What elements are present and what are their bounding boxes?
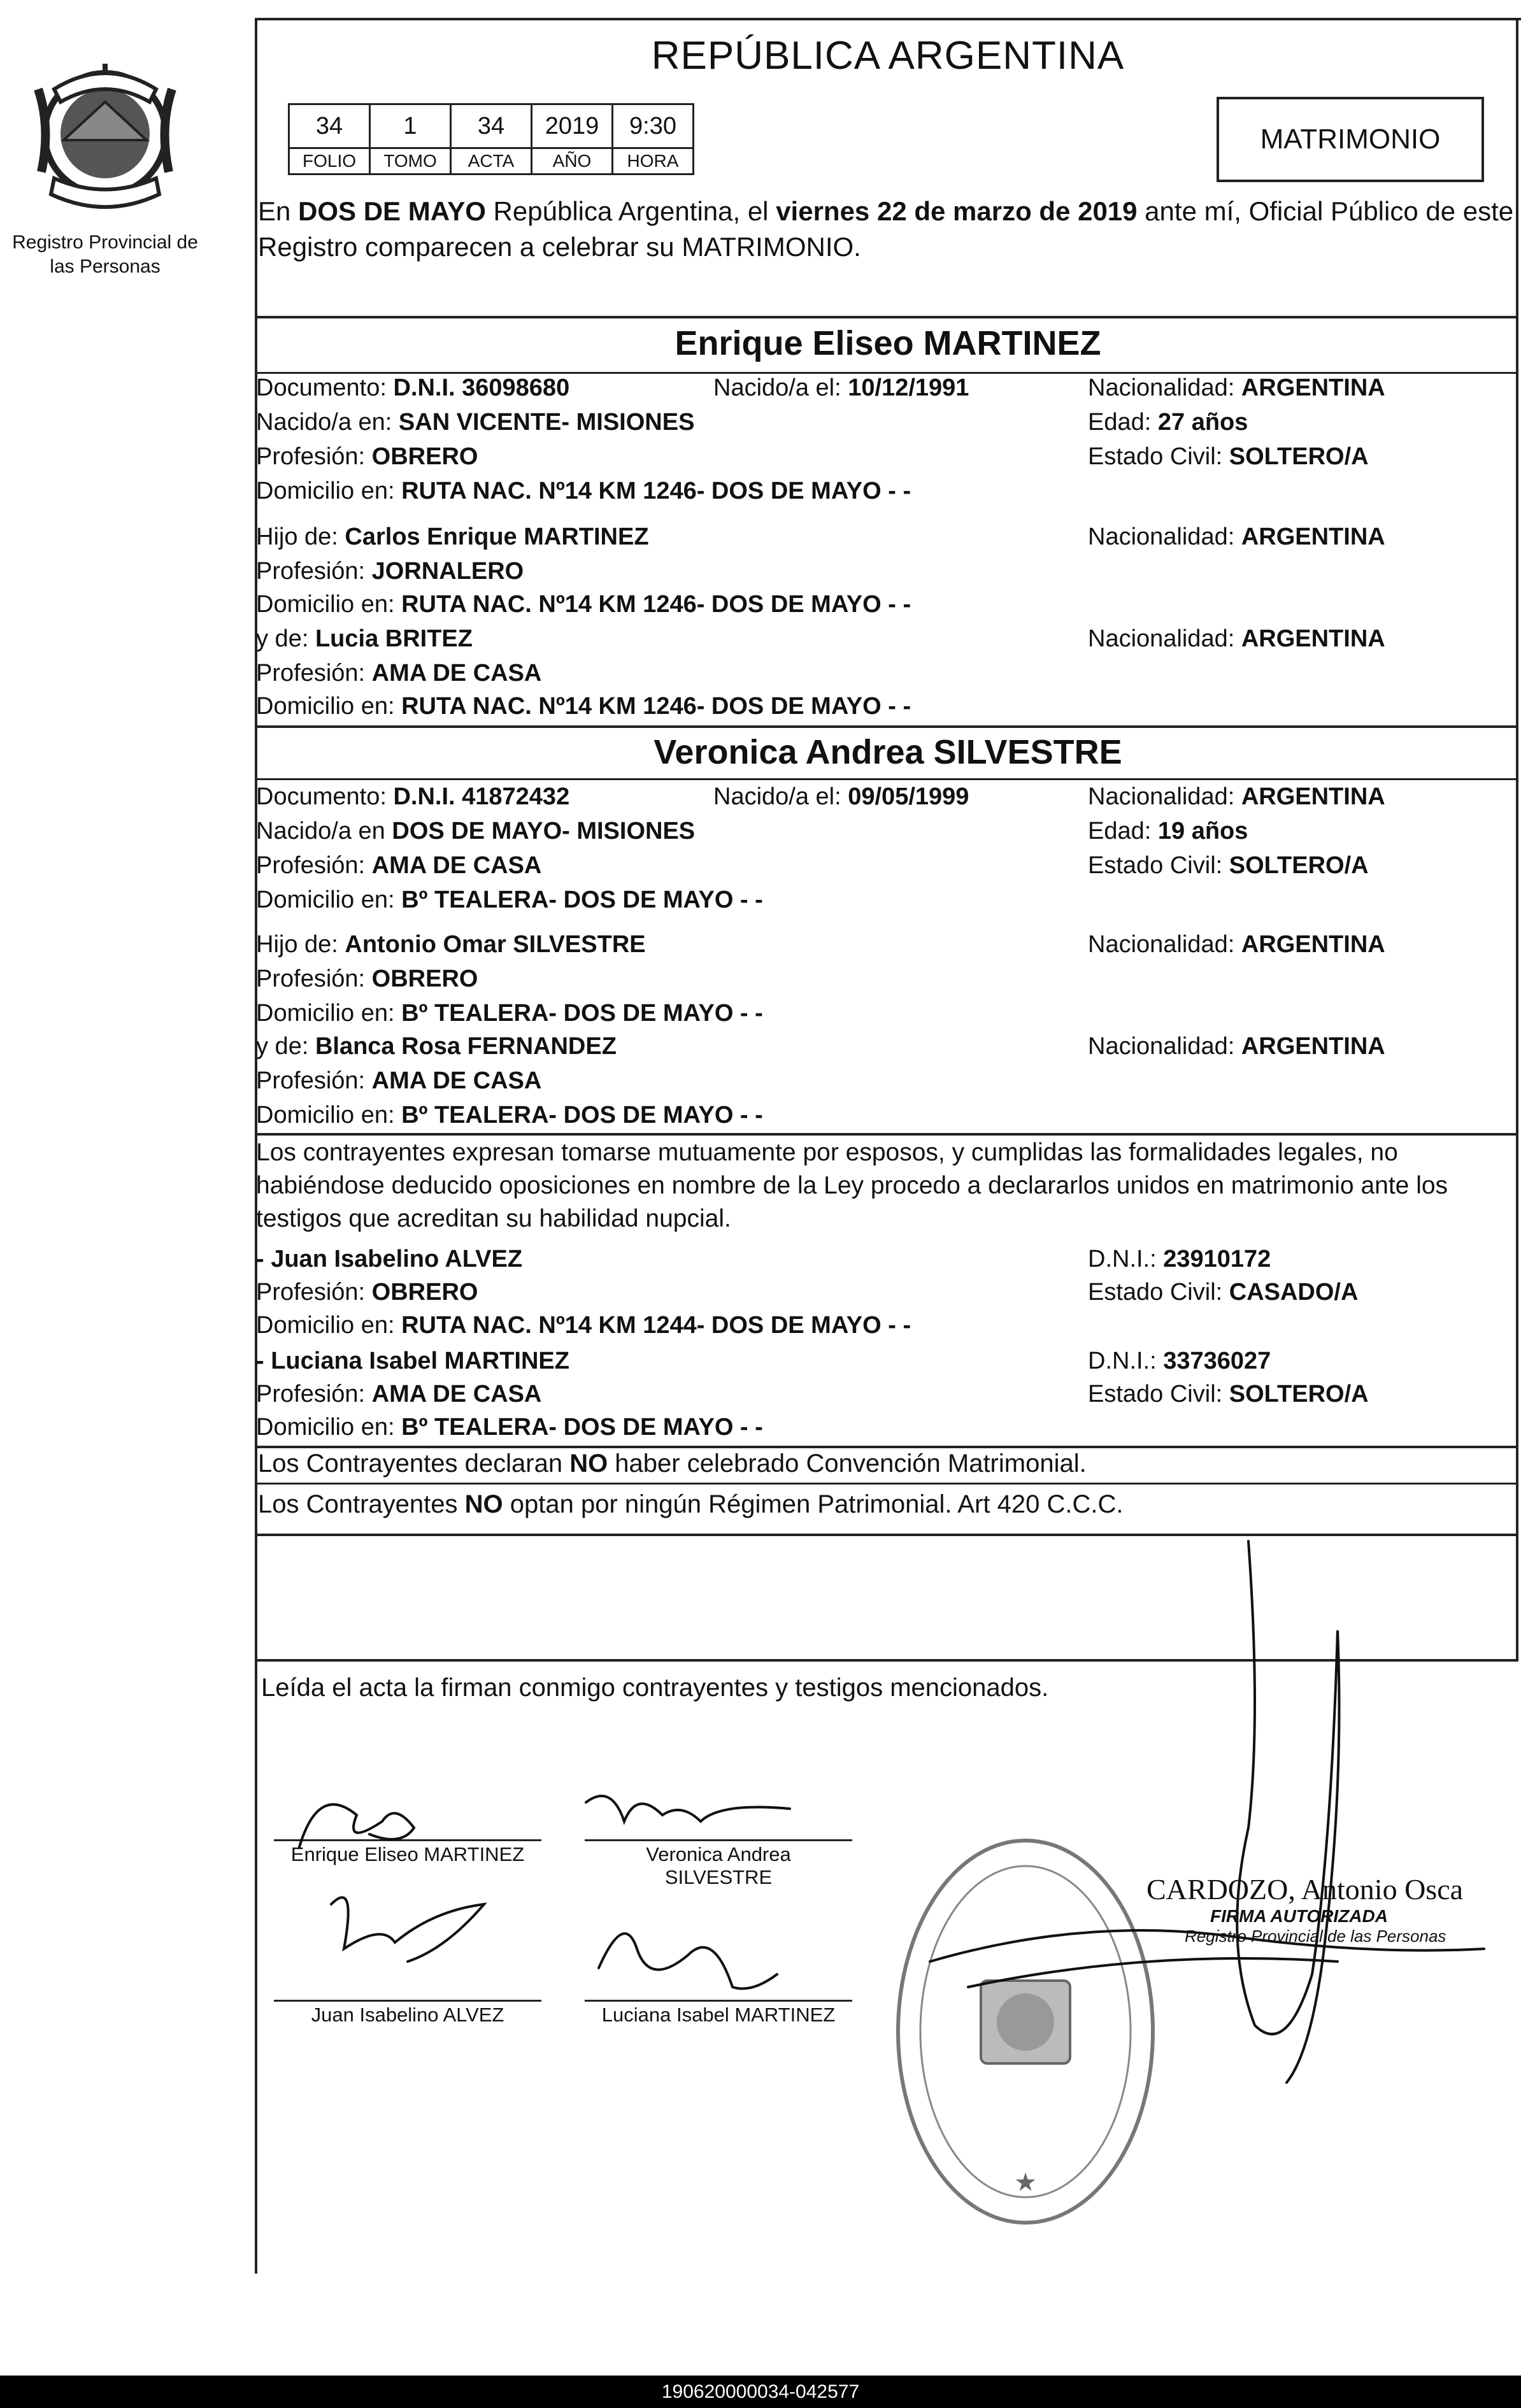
witness1-estado-civil: Estado Civil: CASADO/A (1088, 1279, 1359, 1306)
spouse1-father-profesion: Profesión: JORNALERO (256, 558, 524, 585)
divider (255, 1446, 1518, 1448)
spouse1-mother-name: y de: Lucia BRITEZ (256, 625, 473, 652)
marriage-declaration: Los contrayentes expresan tomarse mutuamente por esposos, y cumplidas las formalidades legales, no habiéndose deducido oposiciones en nombre de la Ley procedo a declararlos unidos en matrimonio ante los testigos que acreditan su habilidad nupcial. (256, 1139, 1448, 1232)
witness2-profesion: Profesión: AMA DE CASA (256, 1381, 542, 1407)
spouse2-father-name: Hijo de: Antonio Omar SILVESTRE (256, 931, 646, 958)
witness1-profesion: Profesión: OBRERO (256, 1279, 478, 1306)
spouse1-mother-profesion: Profesión: AMA DE CASA (256, 660, 542, 687)
act-type-box: MATRIMONIO (1217, 97, 1484, 182)
acta-label: ACTA (451, 148, 532, 175)
signer-witness2: Luciana Isabel MARTINEZ (601, 2004, 836, 2026)
spouse1-edad: Edad: 27 años (1088, 409, 1248, 436)
spouse2-mother-profesion: Profesión: AMA DE CASA (256, 1067, 542, 1094)
frame-right-border (1516, 18, 1518, 1661)
spouse2-nacido-el: Nacido/a el: 09/05/1999 (713, 783, 969, 810)
divider (255, 725, 1518, 728)
spouse2-father-nacionalidad: Nacionalidad: ARGENTINA (1088, 931, 1385, 958)
divider (255, 1133, 1518, 1136)
spouse1-documento: Documento: D.N.I. 36098680 (256, 374, 570, 401)
divider (255, 372, 1518, 374)
spouse2-edad: Edad: 19 años (1088, 818, 1248, 844)
signer-spouse2: Veronica Andrea SILVESTRE (646, 1843, 791, 1888)
spouse1-nacido-en: Nacido/a en: SAN VICENTE- MISIONES (256, 409, 695, 436)
spouse1-mother-nacionalidad: Nacionalidad: ARGENTINA (1088, 625, 1385, 652)
witness1-domicilio: Domicilio en: RUTA NAC. Nº14 KM 1244- DOS DE MAYO - - (256, 1312, 911, 1339)
official-name: CARDOZO, Antonio Osca (1146, 1873, 1464, 1906)
witness1-name: - Juan Isabelino ALVEZ (256, 1246, 523, 1272)
anio-label: AÑO (532, 148, 613, 175)
spouse1-father-nacionalidad: Nacionalidad: ARGENTINA (1088, 524, 1385, 550)
spouse2-estado-civil: Estado Civil: SOLTERO/A (1088, 852, 1369, 879)
convention-statement: Los Contrayentes declaran NO haber celebrado Convención Matrimonial. (258, 1450, 1087, 1478)
hora-value: 9:30 (613, 104, 694, 148)
registry-name: Registro Provincial de las Personas (12, 232, 198, 277)
official-role: FIRMA AUTORIZADA (1210, 1906, 1388, 1926)
registry-seal-logo (25, 45, 185, 229)
barcode-footer: 190620000034-042577 (0, 2376, 1521, 2408)
signature-line (585, 1839, 852, 1841)
folio-label: FOLIO (289, 148, 370, 175)
tomo-label: TOMO (370, 148, 451, 175)
spouse2-profesion: Profesión: AMA DE CASA (256, 852, 542, 879)
spouse2-mother-domicilio: Domicilio en: Bº TEALERA- DOS DE MAYO - - (256, 1102, 763, 1129)
official-org: Registro Provincial de las Personas (1185, 1927, 1446, 1946)
divider (255, 778, 1518, 780)
spouse2-father-domicilio: Domicilio en: Bº TEALERA- DOS DE MAYO - - (256, 1000, 763, 1027)
spouse2-father-profesion: Profesión: OBRERO (256, 965, 478, 992)
spouse2-nacionalidad: Nacionalidad: ARGENTINA (1088, 783, 1385, 810)
spouse1-estado-civil: Estado Civil: SOLTERO/A (1088, 443, 1369, 470)
reading-statement: Leída el acta la firman conmigo contrayentes y testigos mencionados. (261, 1674, 1049, 1702)
signature-line (585, 2000, 852, 2002)
folio-value: 34 (289, 104, 370, 148)
witness2-name: - Luciana Isabel MARTINEZ (256, 1348, 569, 1374)
intro-paragraph: En DOS DE MAYO República Argentina, el viernes 22 de marzo de 2019 ante mí, Oficial Público de este Registro comparecen a celebrar su MATRIMONIO. (258, 196, 1514, 262)
spouse2-domicilio: Domicilio en: Bº TEALERA- DOS DE MAYO - - (256, 887, 763, 913)
witness2-estado-civil: Estado Civil: SOLTERO/A (1088, 1381, 1369, 1407)
divider (255, 316, 1518, 318)
spouse1-name: Enrique Eliseo MARTINEZ (675, 324, 1101, 362)
official-oval-stamp (892, 1834, 1159, 2229)
svg-text:★: ★ (1014, 2169, 1037, 2197)
spouse1-nacionalidad: Nacionalidad: ARGENTINA (1088, 374, 1385, 401)
spouse1-profesion: Profesión: OBRERO (256, 443, 478, 470)
signature-line (274, 2000, 541, 2002)
signature-line (274, 1839, 541, 1841)
official-block (1146, 1872, 1516, 1946)
regime-statement: Los Contrayentes NO optan por ningún Régimen Patrimonial. Art 420 C.C.C. (258, 1490, 1124, 1518)
divider (255, 1483, 1518, 1485)
hora-label: HORA (613, 148, 694, 175)
spouse2-name: Veronica Andrea SILVESTRE (653, 733, 1122, 771)
spouse1-father-domicilio: Domicilio en: RUTA NAC. Nº14 KM 1246- DOS DE MAYO - - (256, 591, 911, 618)
spouse2-mother-name: y de: Blanca Rosa FERNANDEZ (256, 1033, 617, 1060)
act-index-table (288, 103, 694, 175)
anio-value: 2019 (532, 104, 613, 148)
document-title: REPÚBLICA ARGENTINA (651, 34, 1125, 78)
signer-spouse1: Enrique Eliseo MARTINEZ (290, 1843, 525, 1865)
spouse2-nacido-en: Nacido/a en DOS DE MAYO- MISIONES (256, 818, 696, 844)
spouse1-domicilio: Domicilio en: RUTA NAC. Nº14 KM 1246- DOS DE MAYO - - (256, 478, 911, 504)
divider (255, 1534, 1518, 1536)
spouse2-mother-nacionalidad: Nacionalidad: ARGENTINA (1088, 1033, 1385, 1060)
acta-value: 34 (451, 104, 532, 148)
signer-witness1: Juan Isabelino ALVEZ (311, 2004, 504, 2026)
spouse1-mother-domicilio: Domicilio en: RUTA NAC. Nº14 KM 1246- DOS DE MAYO - - (256, 693, 911, 720)
divider (255, 1659, 1518, 1662)
tomo-value: 1 (370, 104, 451, 148)
spouse1-nacido-el: Nacido/a el: 10/12/1991 (713, 374, 969, 401)
witness2-dni: D.N.I.: 33736027 (1088, 1348, 1271, 1374)
witness2-domicilio: Domicilio en: Bº TEALERA- DOS DE MAYO - - (256, 1414, 763, 1441)
witness1-dni: D.N.I.: 23910172 (1088, 1246, 1271, 1272)
spouse2-documento: Documento: D.N.I. 41872432 (256, 783, 570, 810)
spouse1-father-name: Hijo de: Carlos Enrique MARTINEZ (256, 524, 649, 550)
